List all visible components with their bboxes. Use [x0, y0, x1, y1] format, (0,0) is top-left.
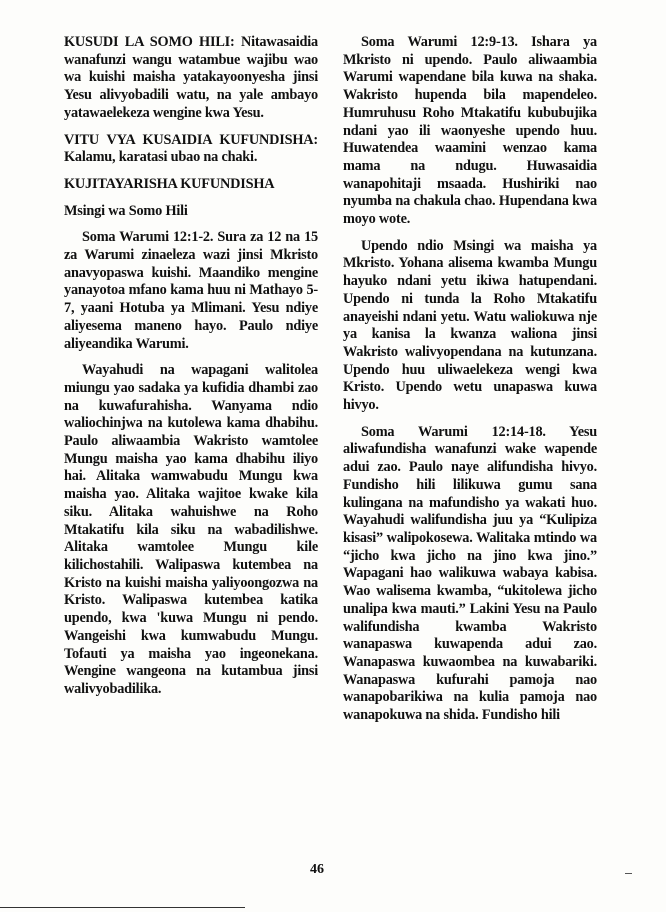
paragraph: Soma Warumi 12:14-18. Yesu aliwafundisha wanafunzi wake wapende adui zao. Paulo naye alifundisha hivyo. Fundisho hili lilikuwa gumu sana kulingana na mafundisho ya wakati huo. Wayahudi walifundisha juu ya “Kulipiza kisasi” walipokosewa. Walitaka mtindo wa “jicho kwa jicho na jino kwa jino.” Wapagani hao walikuwa wabaya kabisa. Wao walisema kwamba, “ukitolewa jicho unalipa kwa mauti.” Lakini Yesu na Paulo walifundisha kwamba Wakristo wanapaswa kuwapenda adui zao. Wanapaswa kuwaombea na kuwabariki. Wanapaswa kufurahi pamoja nao wanapobarikiwa na kulia pamoja nao wanapokuwa na shida. Fundisho hili [343, 423, 597, 724]
lesson-objective: KUSUDI LA SOMO HILI: Nitawasaidia wanafunzi wangu watambue wajibu wao wa kuishi maisha yatakayoonyesha jinsi Yesu alivyobadili watu, na yale ambayo yatawaelekeza wengine kwa Yesu. [64, 34, 318, 121]
paragraph: Wayahudi na wapagani walitolea miungu yao sadaka ya kufidia dhambi zao na kuwafurahisha. Wanyama ndio waliochinjwa na kutolewa kama dhabihu. Paulo aliwaambia Wakristo wamtolee Mungu maisha yao kama dhabihu iliyo hai. Alitaka wamwabudu Mungu kwa maisha yao. Alitaka wajitoe kwake kila siku. Alitaka wahuishwe na Roho Mtakatifu kila siku na wabadilishwe. Alitaka wamtolee Mungu kile kilichostahili. Walipaswa kutembea na Kristo na kuishi maisha yaliyoongozwa na Kristo. Walipaswa kutembea katika upendo, kwa 'kuwa Mungu ni pendo. Wangeishi kwa kumwabudu Mungu. Tofauti ya maisha yao ingeonekana. Wengine wangeona na kutambua jinsi walivyobadilika. [64, 362, 318, 697]
page-number: 46 [310, 862, 324, 877]
paragraph: Soma Warumi 12:1-2. Sura za 12 na 15 za Warumi zinaeleza wazi jinsi Mkristo anavyopaswa kuishi. Maandiko mengine yanayotoa mfano kama huu ni Mathayo 5-7, yaani Hotuba ya Mlimani. Yesu ndiye aliyesema maneno hayo. Paulo ndiye aliyeandika Warumi. [64, 229, 318, 352]
paragraph: Upendo ndio Msingi wa maisha ya Mkristo. Yohana alisema kwamba Mungu hayuko ndani yetu ikiwa hatupendani. Upendo ni tunda la Roho Mtakatifu anayeishi ndani yetu. Watu waliokuwa nje ya kanisa la kwanza waliona jinsi Wakristo walivyopendana na kutunzana. Upendo huu uliwaelekeza wengi kwa Kristo. Upendo wetu unapaswa kuwa hivyo. [343, 237, 597, 414]
paragraph: Soma Warumi 12:9-13. Ishara ya Mkristo ni upendo. Paulo aliwaambia Warumi wapendane bila kuwa na shaka. Wakristo hupenda bila mapendeleo. Humruhusu Roho Mtakatifu kububujika ndani yao ili waonyeshe upendo huu. Huwatendea waamini wenzao kama mama na ndugu. Huwasaidia wanapohitaji msaada. Hushiriki nao nyumba na chakula chao. Hupendana kwa moyo wote. [343, 34, 597, 228]
right-column [343, 34, 597, 734]
bottom-rule [0, 907, 245, 908]
section-heading: KUJITAYARISHA KUFUNDISHA [64, 175, 275, 192]
scan-mark [625, 873, 632, 874]
teaching-materials: VITU VYA KUSAIDIA KUFUNDISHA: Kalamu, karatasi ubao na chaki. [64, 131, 318, 166]
section-subheading: Msingi wa Somo Hili [64, 202, 188, 219]
left-column [64, 34, 318, 708]
